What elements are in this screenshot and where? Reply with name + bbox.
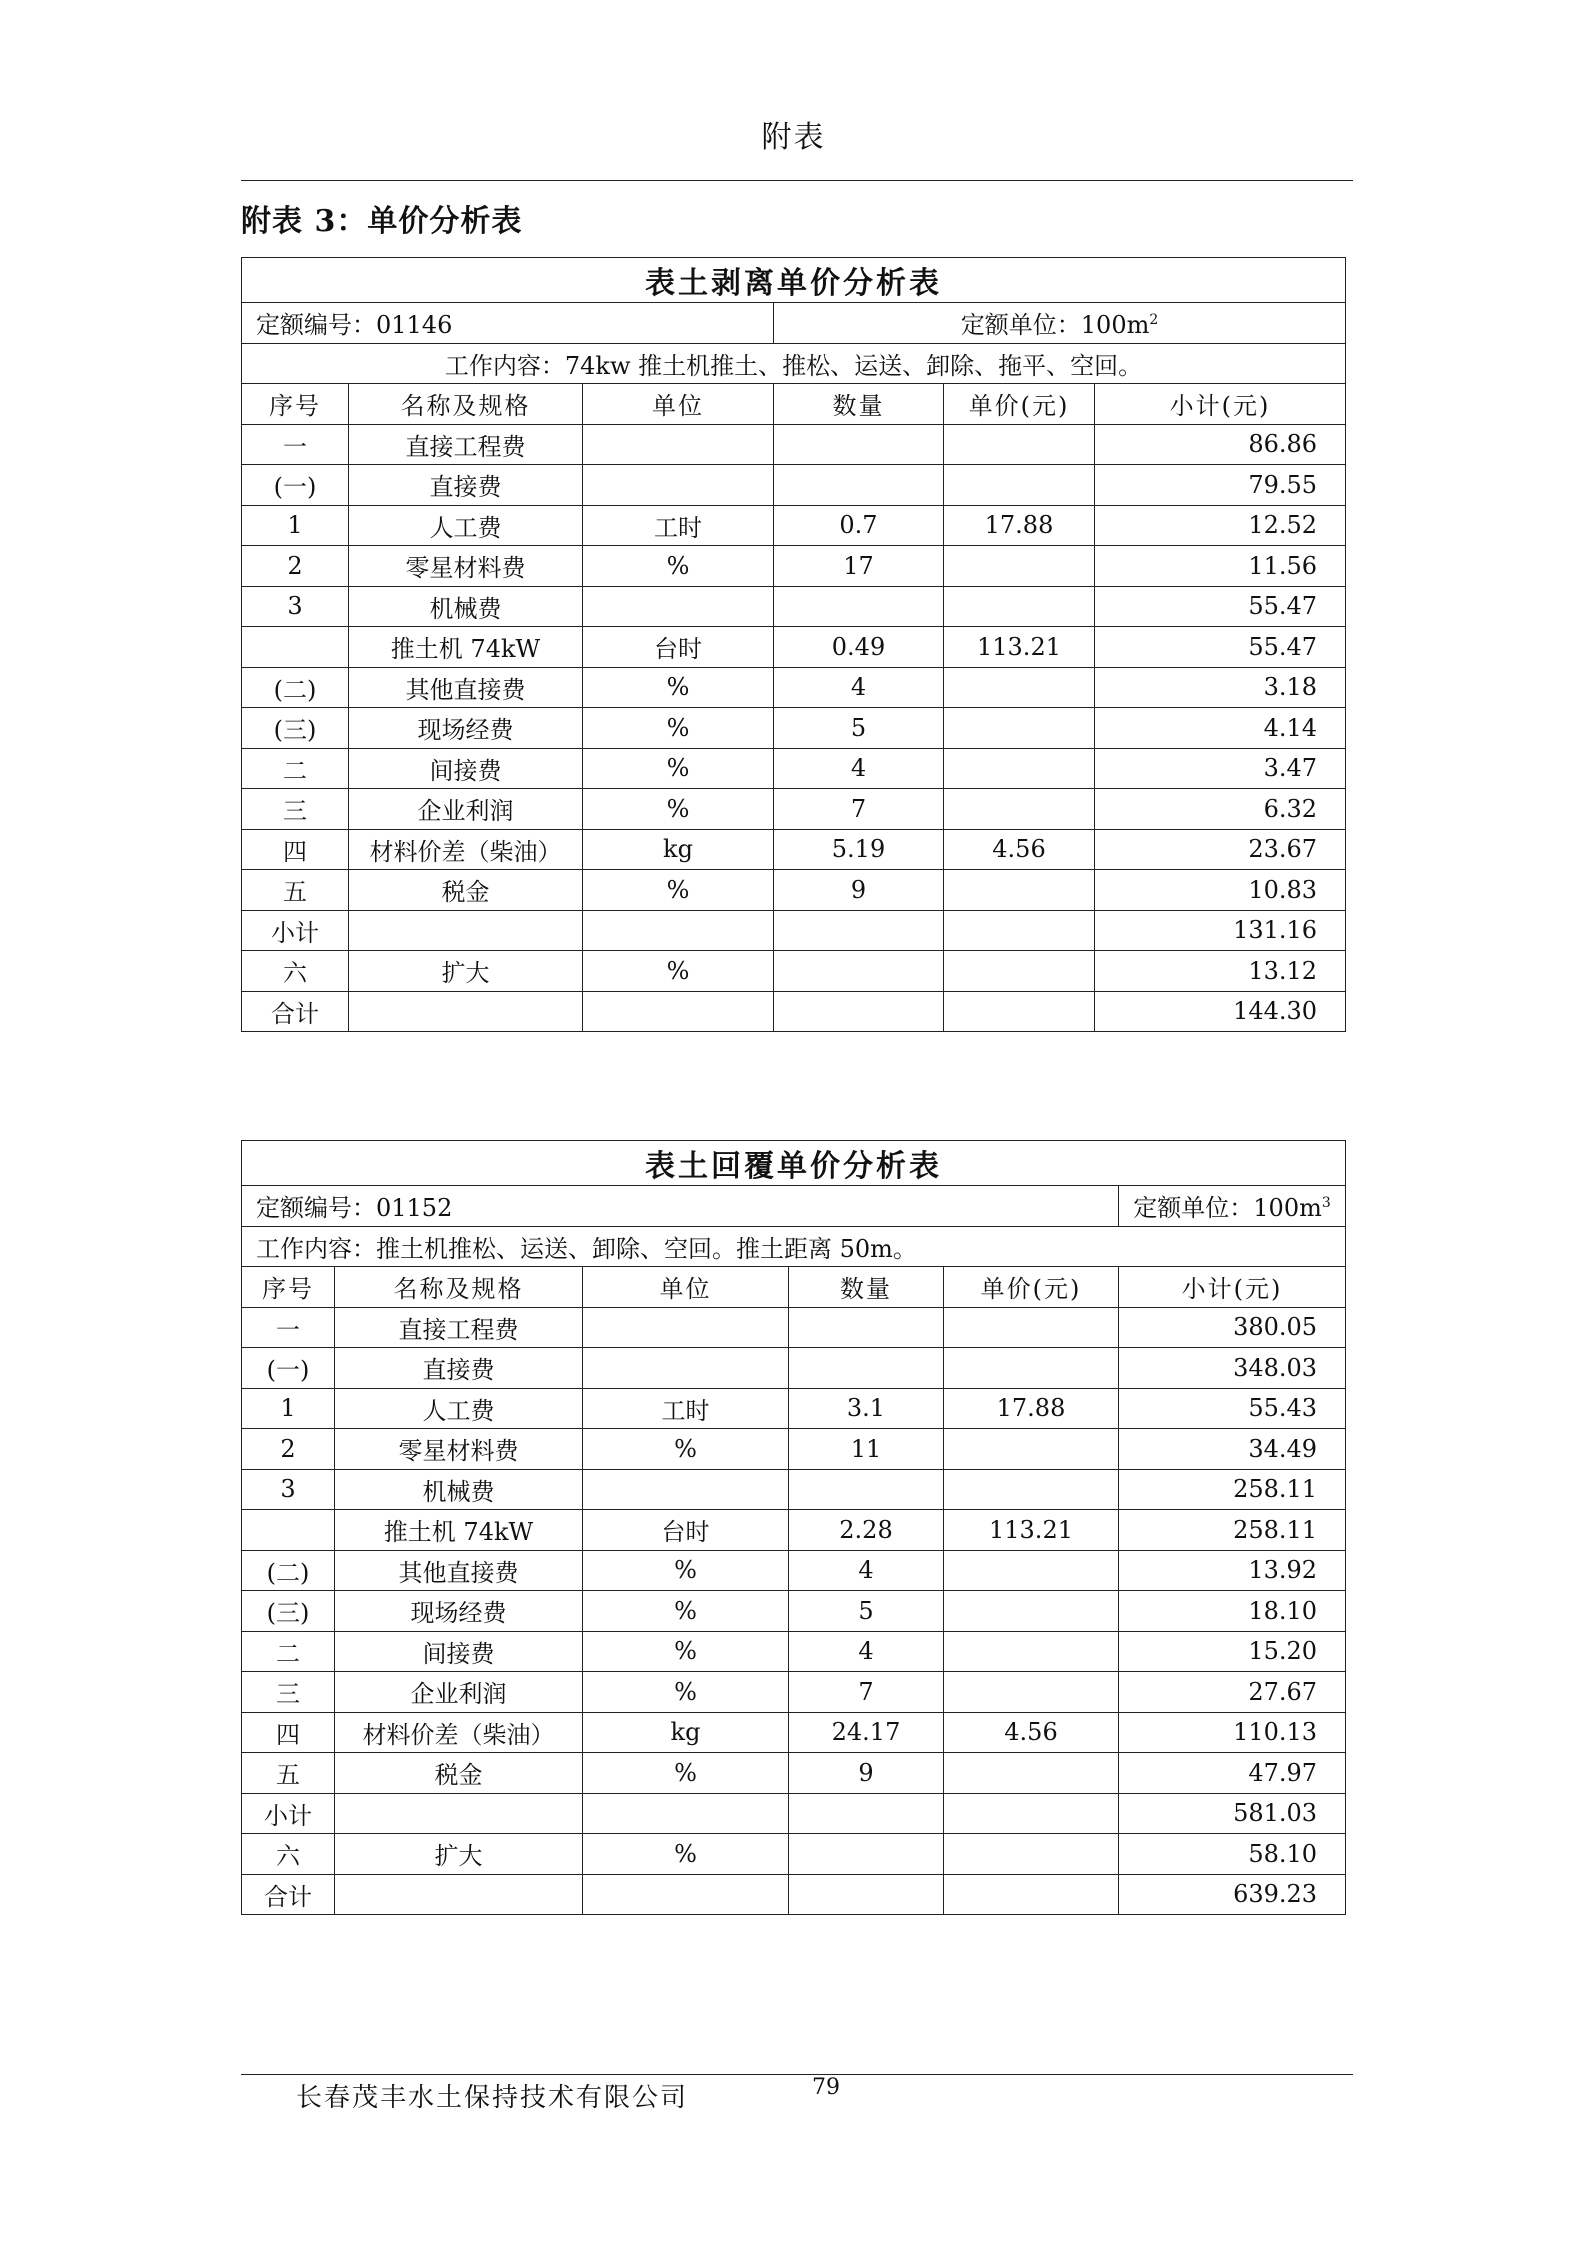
cell-name: 直接费 [349,465,583,506]
cell-qty: 5.19 [774,829,944,870]
cell-price: 4.56 [944,829,1095,870]
cell-seq: 小计 [242,910,349,951]
cell-qty [774,910,944,951]
cell-price [944,951,1095,992]
cell-price [944,870,1095,911]
table-title: 表土回覆单价分析表 [242,1141,1346,1186]
cell-seq: (二) [242,667,349,708]
cell-name: 人工费 [349,505,583,546]
cell-name: 零星材料费 [335,1429,583,1470]
table-row [242,1469,1346,1510]
cell-qty [774,424,944,465]
cell-unit [583,1469,789,1510]
cell-subtotal: 13.92 [1119,1550,1346,1591]
cell-seq: 2 [242,546,349,587]
cell-price [944,1672,1119,1713]
cell-qty [789,1793,944,1834]
work-content: 工作内容：74kw 推土机推土、推松、运送、卸除、拖平、空回。 [242,343,1346,384]
table-row [242,789,1346,830]
cell-subtotal: 6.32 [1095,789,1346,830]
cell-subtotal: 348.03 [1119,1348,1346,1389]
cell-qty: 11 [789,1429,944,1470]
cell-unit: % [583,1429,789,1470]
cell-price [944,1874,1119,1915]
cell-subtotal: 144.30 [1095,991,1346,1032]
cell-name: 材料价差（柴油） [349,829,583,870]
cell-seq: (三) [242,708,349,749]
cell-name: 扩大 [335,1834,583,1875]
cell-seq: 二 [242,1631,335,1672]
cell-name: 直接工程费 [349,424,583,465]
cell-qty: 24.17 [789,1712,944,1753]
cell-unit: kg [583,829,774,870]
cell-price [944,1631,1119,1672]
cell-name [335,1793,583,1834]
col-header-subtotal: 小计(元) [1095,384,1346,425]
cell-unit [583,910,774,951]
table-row [242,1591,1346,1632]
cell-price [944,748,1095,789]
col-header-unit: 单位 [583,384,774,425]
table-row [242,424,1346,465]
cell-qty: 3.1 [789,1388,944,1429]
cell-price [944,465,1095,506]
col-header-seq: 序号 [242,384,349,425]
table-title: 表土剥离单价分析表 [242,258,1346,303]
cell-name: 推土机 74kW [335,1510,583,1551]
table-row [242,870,1346,911]
section-title: 附表 3：单价分析表 [241,204,523,239]
cell-subtotal: 12.52 [1095,505,1346,546]
col-header-name: 名称及规格 [349,384,583,425]
table-row [242,627,1346,668]
cell-qty [774,465,944,506]
cell-unit: % [583,748,774,789]
cell-unit: kg [583,1712,789,1753]
quota-unit: 定额单位：$100m^3$ [1119,1186,1346,1227]
cell-qty: 9 [789,1753,944,1794]
col-header-price: 单价(元) [944,384,1095,425]
quota-code: 定额编号：01146 [242,303,774,344]
cell-unit: % [583,1591,789,1632]
table-row [242,1348,1346,1389]
cell-qty: 4 [789,1631,944,1672]
cell-subtotal: 131.16 [1095,910,1346,951]
cell-seq [242,1510,335,1551]
cell-seq: 三 [242,1672,335,1713]
cell-subtotal: 55.47 [1095,627,1346,668]
cell-seq: 合计 [242,1874,335,1915]
cell-qty: 7 [789,1672,944,1713]
cell-name: 间接费 [349,748,583,789]
cell-unit: 工时 [583,1388,789,1429]
col-header-qty: 数量 [789,1267,944,1308]
cell-subtotal: 55.43 [1119,1388,1346,1429]
cell-seq: (三) [242,1591,335,1632]
cell-name: 机械费 [349,586,583,627]
cell-price [944,1591,1119,1632]
cell-qty [789,1834,944,1875]
cell-name: 扩大 [349,951,583,992]
cell-seq: 一 [242,1307,335,1348]
cell-qty [789,1307,944,1348]
cell-name: 税金 [349,870,583,911]
cell-name: 税金 [335,1753,583,1794]
cell-name: 现场经费 [349,708,583,749]
cell-name: 机械费 [335,1469,583,1510]
cell-subtotal: 86.86 [1095,424,1346,465]
cell-subtotal: 639.23 [1119,1874,1346,1915]
table-row [242,1672,1346,1713]
table-row [242,1793,1346,1834]
quota-unit: 定额单位：$100m^2$ [774,303,1346,344]
cell-unit: % [583,546,774,587]
cell-price: 17.88 [944,1388,1119,1429]
cell-qty: 4 [774,748,944,789]
cell-subtotal: 18.10 [1119,1591,1346,1632]
cell-seq: 2 [242,1429,335,1470]
cell-name: 其他直接费 [349,667,583,708]
col-header-seq: 序号 [242,1267,335,1308]
table-row [242,991,1346,1032]
cell-price [944,708,1095,749]
cell-price: 17.88 [944,505,1095,546]
cell-name [349,991,583,1032]
unit-price-table-backfill [241,1140,1346,1915]
cell-seq: 六 [242,1834,335,1875]
cell-unit: % [583,1672,789,1713]
cell-price [944,991,1095,1032]
cell-unit [583,1307,789,1348]
table-row [242,1510,1346,1551]
cell-subtotal: 15.20 [1119,1631,1346,1672]
cell-subtotal: 4.14 [1095,708,1346,749]
cell-qty: 17 [774,546,944,587]
cell-qty [789,1348,944,1389]
cell-seq: (二) [242,1550,335,1591]
cell-unit: 台时 [583,1510,789,1551]
cell-price [944,667,1095,708]
cell-price [944,1469,1119,1510]
cell-unit: % [583,1631,789,1672]
cell-name: 推土机 74kW [349,627,583,668]
table-header-row [242,384,1346,425]
cell-seq: 三 [242,789,349,830]
cell-subtotal: 79.55 [1095,465,1346,506]
cell-seq: 六 [242,951,349,992]
cell-subtotal: 58.10 [1119,1834,1346,1875]
table-row [242,829,1346,870]
quota-code: 定额编号：01152 [242,1186,1119,1227]
cell-unit [583,586,774,627]
cell-subtotal: 27.67 [1119,1672,1346,1713]
cell-seq: 五 [242,870,349,911]
cell-unit [583,465,774,506]
cell-subtotal: 10.83 [1095,870,1346,911]
cell-price [944,789,1095,830]
cell-qty [789,1874,944,1915]
cell-qty [774,586,944,627]
table-row [242,1631,1346,1672]
cell-subtotal: 380.05 [1119,1307,1346,1348]
table-row [242,1307,1346,1348]
table-header-row [242,1267,1346,1308]
cell-unit: % [583,789,774,830]
table-row [242,910,1346,951]
cell-unit [583,991,774,1032]
col-header-subtotal: 小计(元) [1119,1267,1346,1308]
table-row [242,465,1346,506]
cell-unit [583,424,774,465]
work-content: 工作内容：推土机推松、运送、卸除、空回。推土距离 50m。 [242,1226,1346,1267]
cell-qty: 7 [774,789,944,830]
cell-seq: 3 [242,586,349,627]
cell-qty [774,951,944,992]
cell-name [349,910,583,951]
cell-unit: % [583,870,774,911]
cell-name: 企业利润 [349,789,583,830]
cell-price [944,1753,1119,1794]
cell-subtotal: 55.47 [1095,586,1346,627]
table-row [242,1874,1346,1915]
cell-name: 间接费 [335,1631,583,1672]
cell-unit: % [583,708,774,749]
col-header-name: 名称及规格 [335,1267,583,1308]
table-row [242,708,1346,749]
cell-name: 企业利润 [335,1672,583,1713]
unit-price-table-stripping [241,257,1346,1032]
cell-subtotal: 34.49 [1119,1429,1346,1470]
cell-subtotal: 110.13 [1119,1712,1346,1753]
cell-qty [789,1469,944,1510]
table-row [242,586,1346,627]
cell-subtotal: 23.67 [1095,829,1346,870]
table-row [242,1388,1346,1429]
cell-subtotal: 3.47 [1095,748,1346,789]
cell-price [944,910,1095,951]
header-divider [241,180,1353,181]
cell-name: 人工费 [335,1388,583,1429]
cell-seq [242,627,349,668]
cell-unit: % [583,951,774,992]
cell-seq: 合计 [242,991,349,1032]
cell-unit: 工时 [583,505,774,546]
cell-subtotal: 258.11 [1119,1510,1346,1551]
table-row [242,505,1346,546]
col-header-qty: 数量 [774,384,944,425]
table-row [242,1712,1346,1753]
cell-price [944,424,1095,465]
footer-company: 长春茂丰水土保持技术有限公司 [296,2083,689,2113]
cell-qty: 2.28 [789,1510,944,1551]
cell-unit: % [583,1550,789,1591]
cell-subtotal: 581.03 [1119,1793,1346,1834]
cell-name: 直接费 [335,1348,583,1389]
cell-seq: 五 [242,1753,335,1794]
cell-seq: (一) [242,465,349,506]
cell-unit: 台时 [583,627,774,668]
cell-seq: (一) [242,1348,335,1389]
cell-qty: 4 [789,1550,944,1591]
cell-price [944,586,1095,627]
cell-seq: 3 [242,1469,335,1510]
cell-name [335,1874,583,1915]
cell-price: 113.21 [944,627,1095,668]
cell-seq: 1 [242,1388,335,1429]
cell-qty: 0.49 [774,627,944,668]
cell-unit: % [583,667,774,708]
cell-seq: 二 [242,748,349,789]
col-header-unit: 单位 [583,1267,789,1308]
table-row [242,1429,1346,1470]
cell-seq: 1 [242,505,349,546]
cell-price [944,1550,1119,1591]
cell-price [944,1429,1119,1470]
table-row [242,1550,1346,1591]
cell-unit [583,1348,789,1389]
table-row [242,1834,1346,1875]
cell-price [944,1834,1119,1875]
col-header-price: 单价(元) [944,1267,1119,1308]
table-row [242,951,1346,992]
cell-name: 现场经费 [335,1591,583,1632]
cell-unit [583,1793,789,1834]
cell-subtotal: 3.18 [1095,667,1346,708]
table-row [242,1753,1346,1794]
cell-price [944,1348,1119,1389]
cell-qty: 5 [789,1591,944,1632]
page-number: 79 [812,2075,840,2100]
cell-subtotal: 258.11 [1119,1469,1346,1510]
cell-qty: 9 [774,870,944,911]
cell-name: 直接工程费 [335,1307,583,1348]
cell-price: 113.21 [944,1510,1119,1551]
cell-price [944,1307,1119,1348]
cell-name: 零星材料费 [349,546,583,587]
cell-qty: 5 [774,708,944,749]
table-row [242,546,1346,587]
cell-seq: 四 [242,1712,335,1753]
table-row [242,667,1346,708]
cell-subtotal: 13.12 [1095,951,1346,992]
cell-price [944,546,1095,587]
footer-divider [241,2074,1353,2075]
cell-unit: % [583,1753,789,1794]
cell-seq: 四 [242,829,349,870]
cell-qty: 4 [774,667,944,708]
cell-qty [774,991,944,1032]
cell-seq: 一 [242,424,349,465]
cell-name: 其他直接费 [335,1550,583,1591]
cell-unit: % [583,1834,789,1875]
table-row [242,748,1346,789]
cell-subtotal: 47.97 [1119,1753,1346,1794]
cell-name: 材料价差（柴油） [335,1712,583,1753]
cell-subtotal: 11.56 [1095,546,1346,587]
cell-price: 4.56 [944,1712,1119,1753]
cell-qty: 0.7 [774,505,944,546]
cell-price [944,1793,1119,1834]
page-header-title: 附表 [761,120,826,155]
cell-unit [583,1874,789,1915]
cell-seq: 小计 [242,1793,335,1834]
